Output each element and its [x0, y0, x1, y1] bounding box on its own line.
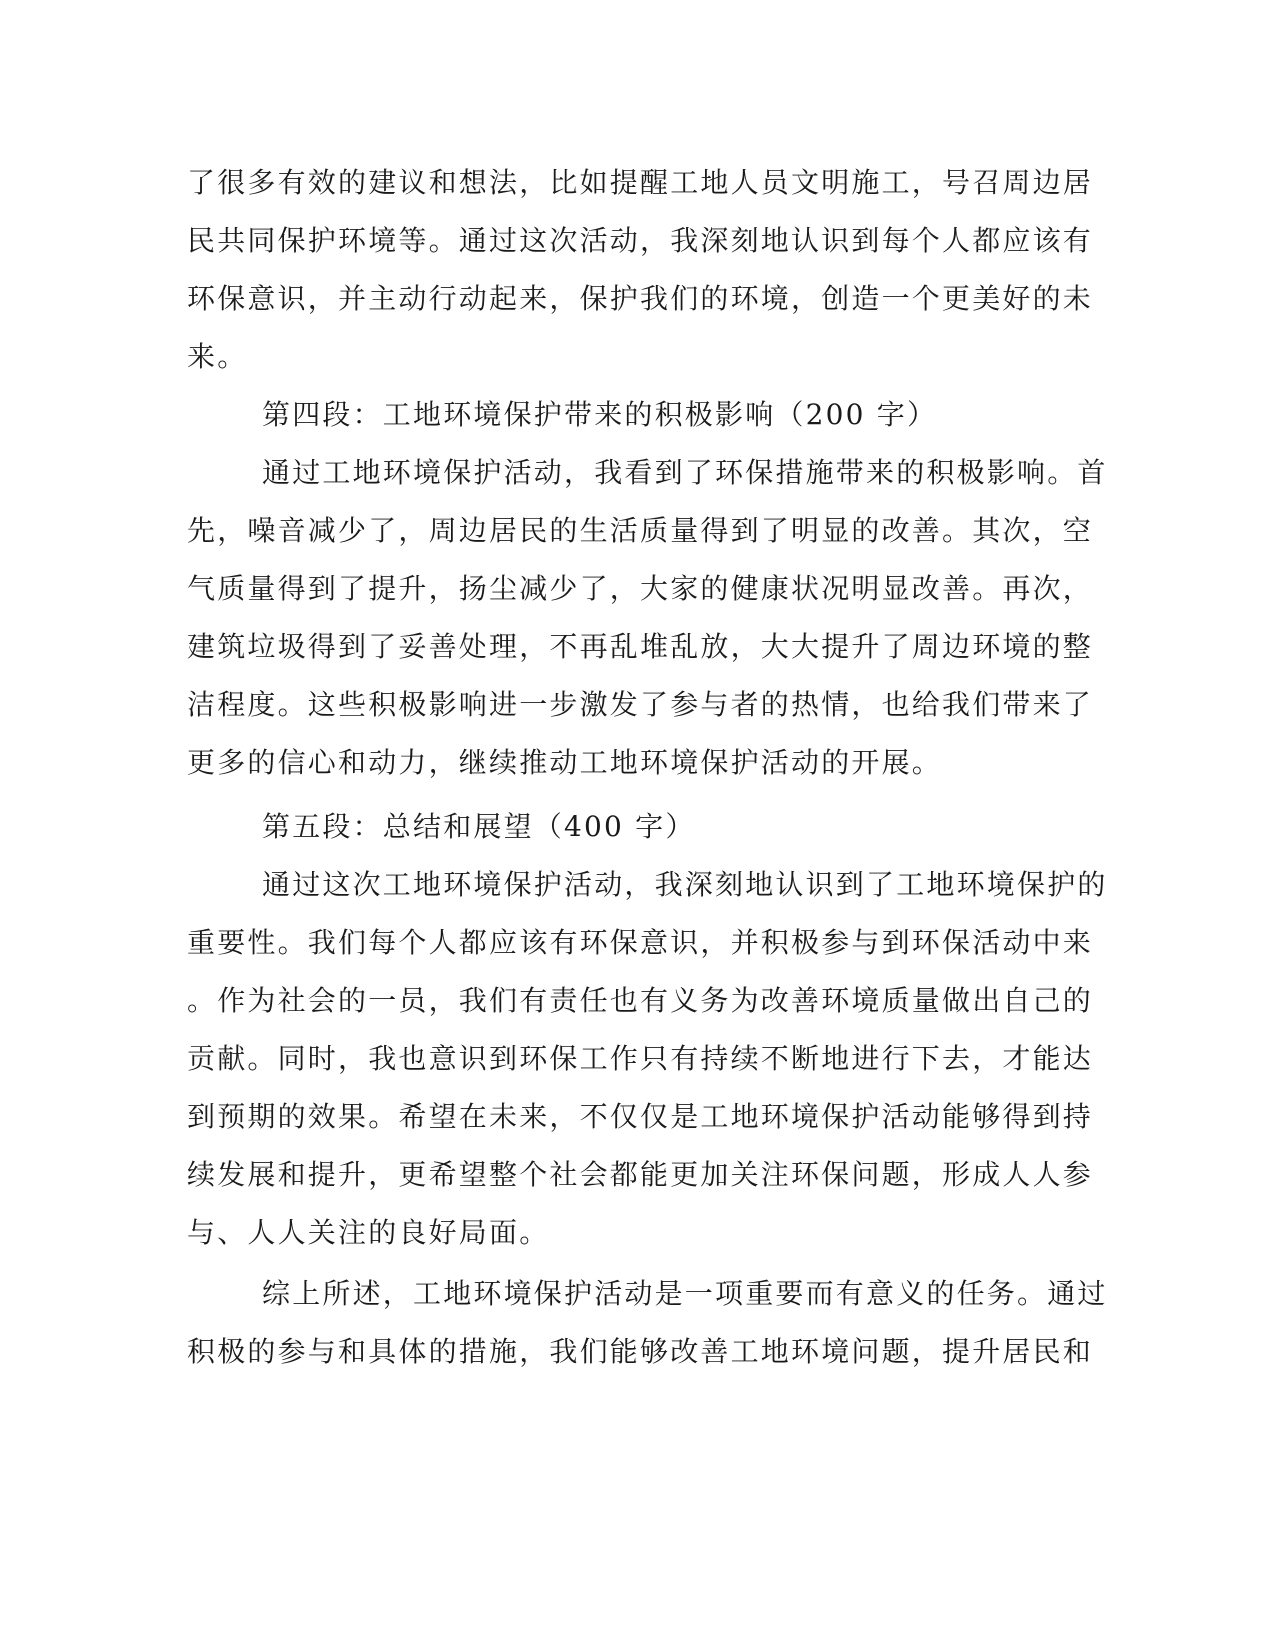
paragraph-line: 洁程度。这些积极影响进一步激发了参与者的热情，也给我们带来了	[187, 688, 1094, 721]
paragraph-line: 贡献。同时，我也意识到环保工作只有持续不断地进行下去，才能达	[187, 1042, 1094, 1075]
paragraph-line: 重要性。我们每个人都应该有环保意识，并积极参与到环保活动中来	[187, 926, 1094, 959]
paragraph-line: 民共同保护环境等。通过这次活动，我深刻地认识到每个人都应该有	[187, 224, 1094, 257]
paragraph-line: 续发展和提升，更希望整个社会都能更加关注环保问题，形成人人参	[187, 1158, 1094, 1191]
paragraph-line: 来。	[187, 340, 248, 373]
paragraph-line: 综上所述，工地环境保护活动是一项重要而有意义的任务。通过	[262, 1277, 1108, 1310]
paragraph-line: 先，噪音减少了，周边居民的生活质量得到了明显的改善。其次，空	[187, 514, 1094, 547]
paragraph-line: 。作为社会的一员，我们有责任也有义务为改善环境质量做出自己的	[187, 984, 1094, 1017]
paragraph-line: 积极的参与和具体的措施，我们能够改善工地环境问题，提升居民和	[187, 1335, 1094, 1368]
paragraph-line: 与、人人关注的良好局面。	[187, 1216, 550, 1249]
paragraph-line: 了很多有效的建议和想法，比如提醒工地人员文明施工，号召周边居	[187, 166, 1094, 199]
paragraph-line: 通过工地环境保护活动，我看到了环保措施带来的积极影响。首	[262, 456, 1108, 489]
paragraph-line: 气质量得到了提升，扬尘减少了，大家的健康状况明显改善。再次，	[187, 572, 1094, 605]
paragraph-line: 环保意识，并主动行动起来，保护我们的环境，创造一个更美好的未	[187, 282, 1094, 315]
paragraph-line: 通过这次工地环境保护活动，我深刻地认识到了工地环境保护的	[262, 868, 1108, 901]
paragraph-line: 更多的信心和动力，继续推动工地环境保护活动的开展。	[187, 746, 943, 779]
paragraph-line: 建筑垃圾得到了妥善处理，不再乱堆乱放，大大提升了周边环境的整	[187, 630, 1094, 663]
section-heading: 第四段：工地环境保护带来的积极影响（200 字）	[262, 398, 938, 431]
paragraph-line: 到预期的效果。希望在未来，不仅仅是工地环境保护活动能够得到持	[187, 1100, 1094, 1133]
section-heading: 第五段：总结和展望（400 字）	[262, 810, 696, 843]
